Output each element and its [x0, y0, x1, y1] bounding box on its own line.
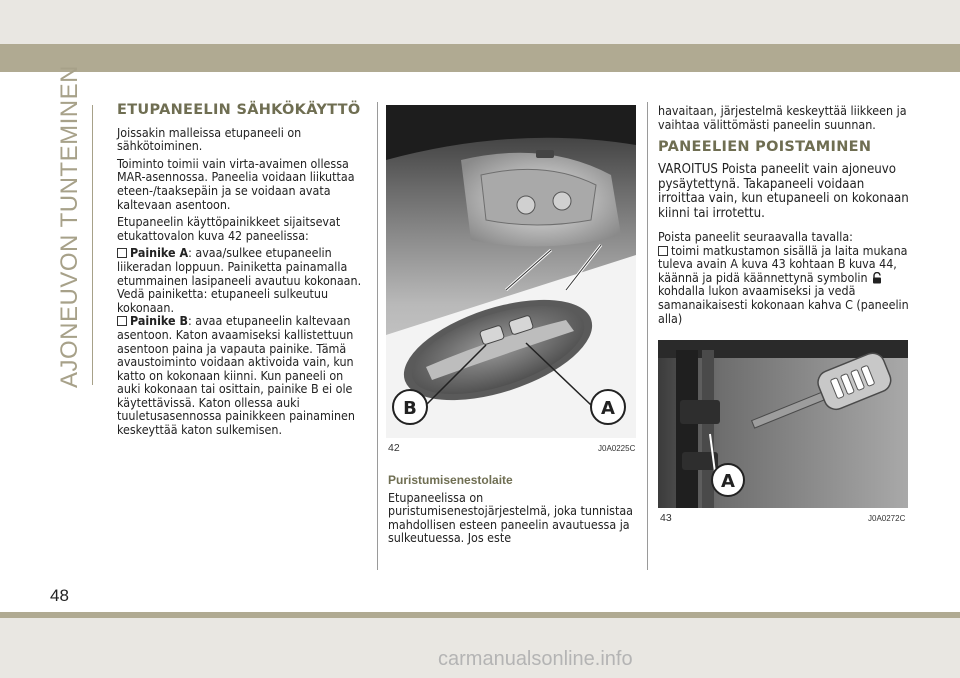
button-a-text: : avaa/sulkee etupaneelin liikeradan loppuun. Painiketta painamalla etummainen lasipaneeli avautuu kokonaan. Vedä painiketta: etupaneeli sulkeutuu kokonaan. — [117, 245, 362, 315]
callout-label-a: A — [601, 398, 615, 419]
subheading-anti-pinch: Puristumisenestolaite — [388, 473, 513, 487]
middle-column-text — [388, 474, 638, 549]
overhead-console-illustration — [386, 105, 636, 438]
page-number: 48 — [50, 586, 69, 605]
column-divider-2 — [647, 102, 648, 570]
warning-paragraph: VAROITUS Poista paneelit vain ajoneuvo pysäytettynä. Takapaneeli voidaan irroittaa vain, kun etupaneeli on kokonaan kiinni tai irrotettu. — [658, 161, 909, 222]
side-title-rule — [92, 105, 93, 385]
top-band — [0, 0, 960, 44]
right-column — [658, 104, 914, 329]
section-heading-sunroof: ETUPANEELIN SÄHKÖKÄYTTÖ — [117, 102, 361, 118]
figure-43-number: 43 — [660, 512, 672, 524]
paragraph-anti-pinch-continued: havaitaan, järjestelmä keskeyttää liikkeen ja vaihtaa välittömästi paneelin suunnan. — [658, 103, 907, 132]
figure-42-image — [386, 105, 636, 438]
bullet-removal-step — [658, 244, 914, 326]
panel-key-illustration — [658, 340, 908, 508]
paragraph-intro: Joissakin malleissa etupaneeli on sähkötoiminen. — [117, 124, 302, 154]
top-accent-bar — [0, 44, 960, 72]
button-b-label: Painike B — [130, 313, 188, 329]
callout-label-a-fig43: A — [721, 471, 735, 492]
section-heading-panel-removal: PANEELIEN POISTAMINEN — [658, 139, 872, 156]
figure-43-code: J0A0272C — [868, 514, 906, 523]
checkbox-bullet-icon — [117, 316, 127, 326]
paragraph-anti-pinch: Etupaneelissa on puristumisenestojärjestelmä, joka tunnistaa mahdollisen esteen paneelin avautuessa ja sulkeutuessa. Jos este — [388, 489, 634, 546]
bullet-button-a — [117, 246, 367, 314]
bullet-button-b — [117, 314, 367, 436]
removal-step-text-post: kohdalla lukon avaamiseksi ja vedä samanaikaisesti kokonaan kahva C (paneelin alla) — [658, 283, 909, 326]
figure-42-number: 42 — [388, 442, 400, 454]
figure-42-code: J0A0225C — [598, 444, 636, 453]
section-side-title: AJONEUVON TUNTEMINEN — [56, 65, 83, 388]
checkbox-bullet-icon — [117, 248, 127, 258]
paragraph-operation: Toiminto toimii vain virta-avaimen ollessa MAR-asennossa. Paneelia voidaan liikuttaa eteen-/taaksepäin ja se voidaan avata kaltevaan asentoon. — [117, 155, 355, 212]
left-column — [117, 104, 367, 441]
figure-43-image — [658, 340, 908, 508]
unlock-icon — [872, 272, 882, 284]
button-b-text: : avaa etupaneelin kaltevaan asentoon. Katon avaamiseksi kallistettuun asentoon paina ja vapauta painike. Tämä avaustoiminto voidaan aktivoida vain, kun katto on kokonaan kiinni. Kun paneeli on auki kokonaan tai osittain, painike B ei ole käytettävissä. Katon ollessa auki tuuletusasennossa painikkeen painaminen keskeyttää katon sulkemisen. — [117, 313, 355, 438]
button-a-label: Painike A — [130, 245, 189, 261]
paragraph-buttons: Etupaneelin käyttöpainikkeet sijaitsevat etukattovalon kuva 42 paneelissa: — [117, 214, 341, 243]
checkbox-bullet-icon — [658, 246, 668, 256]
removal-step-text-pre: toimi matkustamon sisällä ja laita mukana tuleva avain A kuva 43 kohtaan B kuva 44, käännä ja pidä käännettynä symbolin — [658, 242, 908, 285]
column-divider-1 — [377, 102, 378, 570]
callout-label-b: B — [403, 398, 417, 419]
watermark-text: carmanualsonline.info — [438, 648, 633, 670]
paragraph-removal-steps: Poista paneelit seuraavalla tavalla: — [658, 228, 853, 244]
